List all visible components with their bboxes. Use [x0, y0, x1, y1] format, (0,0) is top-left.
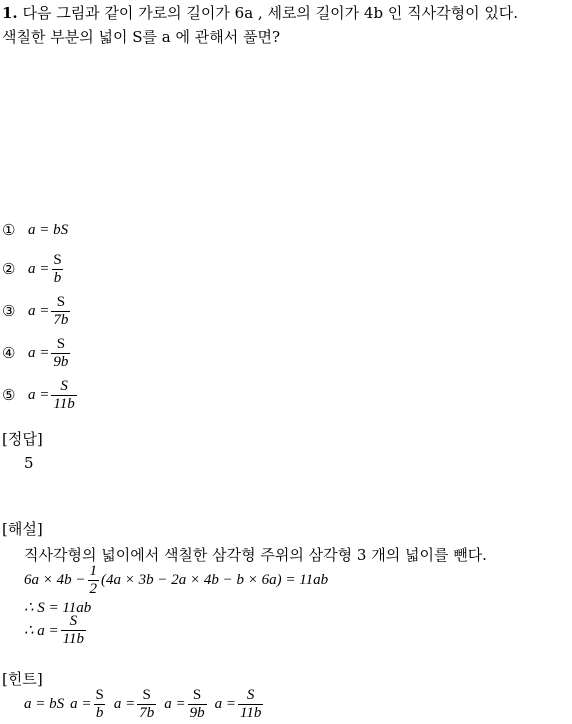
choice-1-marker: ①	[2, 221, 16, 239]
explanation-eq3-left: ∴ a =	[24, 623, 59, 639]
explanation-text: 직사각형의 넓이에서 색칠한 삼각형 주위의 삼각형 3 개의 넓이를 뺀다.	[24, 546, 487, 564]
explanation-eq1	[24, 564, 328, 597]
answer-label: [정답]	[2, 430, 43, 448]
hint-label: [힌트]	[2, 670, 43, 688]
choice-5-num: S	[60, 377, 68, 394]
choice-3-fraction	[51, 295, 70, 328]
hint-3-num: S	[142, 687, 151, 703]
explanation-eq1-num: 1	[89, 563, 97, 579]
choice-3-den: 7b	[53, 311, 69, 328]
question-line-2	[2, 26, 280, 47]
choice-4-num: S	[56, 335, 66, 352]
explanation-eq3-den: 11b	[62, 631, 85, 647]
question-text-2: 색칠한 부분의 넓이 S를 a 에 관해서 풀면?	[2, 28, 280, 46]
hint-5-lhs: a =	[214, 696, 236, 712]
explanation-label: [해설]	[2, 520, 43, 538]
explanation-eq3-fraction	[61, 614, 86, 647]
choice-2-den: b	[53, 269, 62, 286]
choice-4-marker: ④	[2, 344, 16, 362]
hint-4-lhs: a =	[164, 696, 186, 712]
hint-3-fraction	[137, 688, 156, 721]
explanation-eq2: ∴ S = 11ab	[24, 600, 92, 616]
choice-3-lhs: a =	[28, 302, 50, 319]
choice-2-marker: ②	[2, 260, 16, 278]
hint-4-den: 9b	[189, 705, 205, 721]
question-line-1	[2, 2, 518, 23]
choice-4[interactable]	[2, 332, 79, 374]
choice-4-den: 9b	[53, 353, 69, 370]
explanation-eq1-den: 2	[89, 581, 97, 597]
choice-3-marker: ③	[2, 302, 16, 320]
choice-1[interactable]	[2, 212, 79, 248]
explanation-eq3	[24, 614, 88, 647]
choice-3[interactable]	[2, 290, 79, 332]
choice-5-marker: ⑤	[2, 386, 16, 404]
hint-2-fraction	[94, 688, 106, 721]
choice-2-fraction	[51, 253, 63, 286]
answer-value: 5	[24, 454, 34, 472]
question-number: 1.	[2, 4, 18, 22]
choice-2-num: S	[53, 251, 62, 268]
choice-5-lhs: a =	[28, 386, 50, 403]
hint-3-den: 7b	[139, 705, 155, 721]
choice-4-lhs: a =	[28, 344, 50, 361]
hint-2-den: b	[95, 705, 104, 721]
hint-3-lhs: a =	[113, 696, 136, 712]
question-text-1: 다음 그림과 같이 가로의 길이가 6a , 세로의 길이가 4b 인 직사각형이 있다.	[22, 4, 519, 22]
hint-5-fraction	[238, 688, 263, 721]
choice-2[interactable]	[2, 248, 79, 290]
choice-3-num: S	[56, 293, 66, 310]
explanation-eq1-left: 6a × 4b −	[24, 572, 86, 588]
choice-1-formula: a = bS	[28, 221, 69, 238]
explanation-eq1-right: (4a × 3b − 2a × 4b − b × 6a) = 11ab	[101, 572, 329, 588]
choice-2-lhs: a =	[28, 260, 50, 277]
choice-4-fraction	[51, 337, 70, 370]
hint-5-num: S	[246, 687, 255, 703]
explanation-eq3-num: S	[69, 613, 78, 629]
hint-2-lhs: a =	[70, 696, 92, 712]
hint-2-num: S	[95, 687, 104, 703]
choice-5-den: 11b	[53, 395, 75, 412]
choice-5-fraction	[51, 379, 76, 412]
hint-5-den: 11b	[239, 705, 262, 721]
hint-formulas	[24, 688, 265, 721]
choices-list	[2, 212, 79, 416]
explanation-eq1-fraction	[88, 564, 100, 597]
hint-4-fraction	[188, 688, 207, 721]
choice-5[interactable]	[2, 374, 79, 416]
hint-4-num: S	[192, 687, 202, 703]
hint-1: a = bS	[24, 696, 65, 712]
